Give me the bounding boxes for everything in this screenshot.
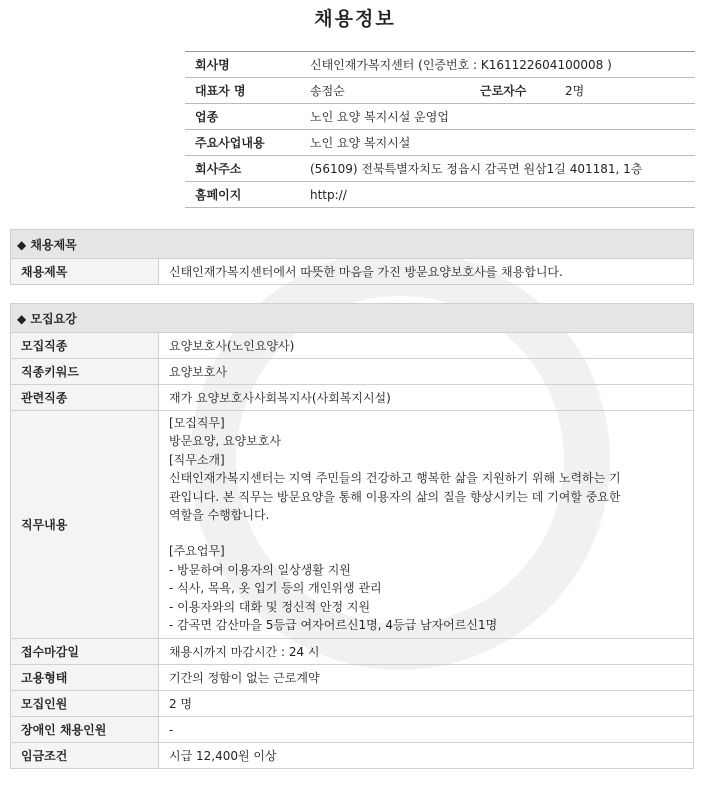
job-title-row xyxy=(11,259,694,285)
company-name-row xyxy=(185,52,695,78)
recruit-job-label: 모집직종 xyxy=(11,333,159,359)
duty-content xyxy=(159,411,694,639)
duty-line: [주요업무] xyxy=(169,544,225,559)
deadline-value: 채용시까지 마감시간 : 24 시 xyxy=(159,639,694,665)
duty-line: - 식사, 목욕, 옷 입기 등의 개인위생 관리 xyxy=(169,581,382,596)
employment-type-value: 기간의 정함이 없는 근로계약 xyxy=(159,665,694,691)
job-title-label: 채용제목 xyxy=(11,259,159,285)
job-title-section xyxy=(10,229,694,285)
industry-value: 노인 요양 복지시설 운영업 xyxy=(300,104,695,130)
duty-label: 직무내용 xyxy=(11,411,159,639)
ceo-value: 송점순 xyxy=(300,78,470,104)
wage-label: 임금조건 xyxy=(11,743,159,769)
disabled-hire-value: - xyxy=(159,717,694,743)
duty-line: [모집직무] xyxy=(169,416,225,430)
job-title-value: 신태인재가복지센터에서 따뜻한 마음을 가진 방문요양보호사를 채용합니다. xyxy=(159,259,694,285)
employment-type-label: 고용형태 xyxy=(11,665,159,691)
recruit-row xyxy=(11,717,694,743)
duty-line: 역할을 수행합니다. xyxy=(169,508,270,523)
duty-line: 신태인재가복지센터는 지역 주민들의 건강하고 행복한 삶을 지원하기 위해 노력하는 기 xyxy=(169,471,621,486)
duty-line: 방문요양, 요양보호사 xyxy=(169,434,281,449)
industry-row xyxy=(185,104,695,130)
recruit-row xyxy=(11,639,694,665)
disabled-hire-label: 장애인 채용인원 xyxy=(11,717,159,743)
workers-label: 근로자수 xyxy=(470,78,555,104)
address-row xyxy=(185,156,695,182)
duty-line: 관입니다. 본 직무는 방문요양을 통해 이용자의 삶의 질을 향상시키는 데 기여할 중요한 xyxy=(169,489,621,504)
business-label: 주요사업내용 xyxy=(185,130,300,156)
related-job-value: 재가 요양보호사사회복지사(사회복지시설) xyxy=(159,385,694,411)
deadline-label: 접수마감일 xyxy=(11,639,159,665)
duty-line xyxy=(169,524,683,542)
wage-value: 시급 12,400원 이상 xyxy=(159,743,694,769)
recruit-row xyxy=(11,333,694,359)
industry-label: 업종 xyxy=(185,104,300,130)
address-label: 회사주소 xyxy=(185,156,300,182)
company-name-value: 신태인재가복지센터 (인증번호 : K161122604100008 ) xyxy=(300,52,695,78)
duty-row xyxy=(11,411,694,639)
headcount-label: 모집인원 xyxy=(11,691,159,717)
duty-line: - 방문하여 이용자의 일상생활 지원 xyxy=(169,562,351,577)
recruitment-section xyxy=(10,303,694,769)
homepage-link[interactable]: http:// xyxy=(300,182,695,208)
homepage-row xyxy=(185,182,695,208)
duty-line: [직무소개] xyxy=(169,452,225,467)
recruit-row xyxy=(11,743,694,769)
job-keyword-label: 직종키워드 xyxy=(11,359,159,385)
company-name-label: 회사명 xyxy=(185,52,300,78)
company-info-table xyxy=(185,51,695,208)
business-value: 노인 요양 복지시설 xyxy=(300,130,695,156)
duty-line: - 감곡면 감산마을 5등급 여자어르신1명, 4등급 남자어르신1명 xyxy=(169,618,498,633)
recruit-row xyxy=(11,359,694,385)
recruit-row xyxy=(11,665,694,691)
headcount-value: 2 명 xyxy=(159,691,694,717)
related-job-label: 관련직종 xyxy=(11,385,159,411)
ceo-row xyxy=(185,78,695,104)
recruit-row xyxy=(11,691,694,717)
recruit-row xyxy=(11,385,694,411)
address-value: (56109) 전북특별자치도 정읍시 감곡면 원삼1길 401181, 1층 xyxy=(300,156,695,182)
workers-value: 2명 xyxy=(555,78,695,104)
page-title: 채용정보 xyxy=(314,8,396,30)
business-row xyxy=(185,130,695,156)
recruit-job-value: 요양보호사(노인요양사) xyxy=(159,333,694,359)
job-keyword-value: 요양보호사 xyxy=(159,359,694,385)
ceo-label: 대표자 명 xyxy=(185,78,300,104)
job-title-section-header: ◆ 채용제목 xyxy=(11,230,694,259)
recruitment-section-header: ◆ 모집요강 xyxy=(11,304,694,333)
duty-line: - 이용자와의 대화 및 정신적 안정 지원 xyxy=(169,599,371,614)
homepage-label: 홈페이지 xyxy=(185,182,300,208)
